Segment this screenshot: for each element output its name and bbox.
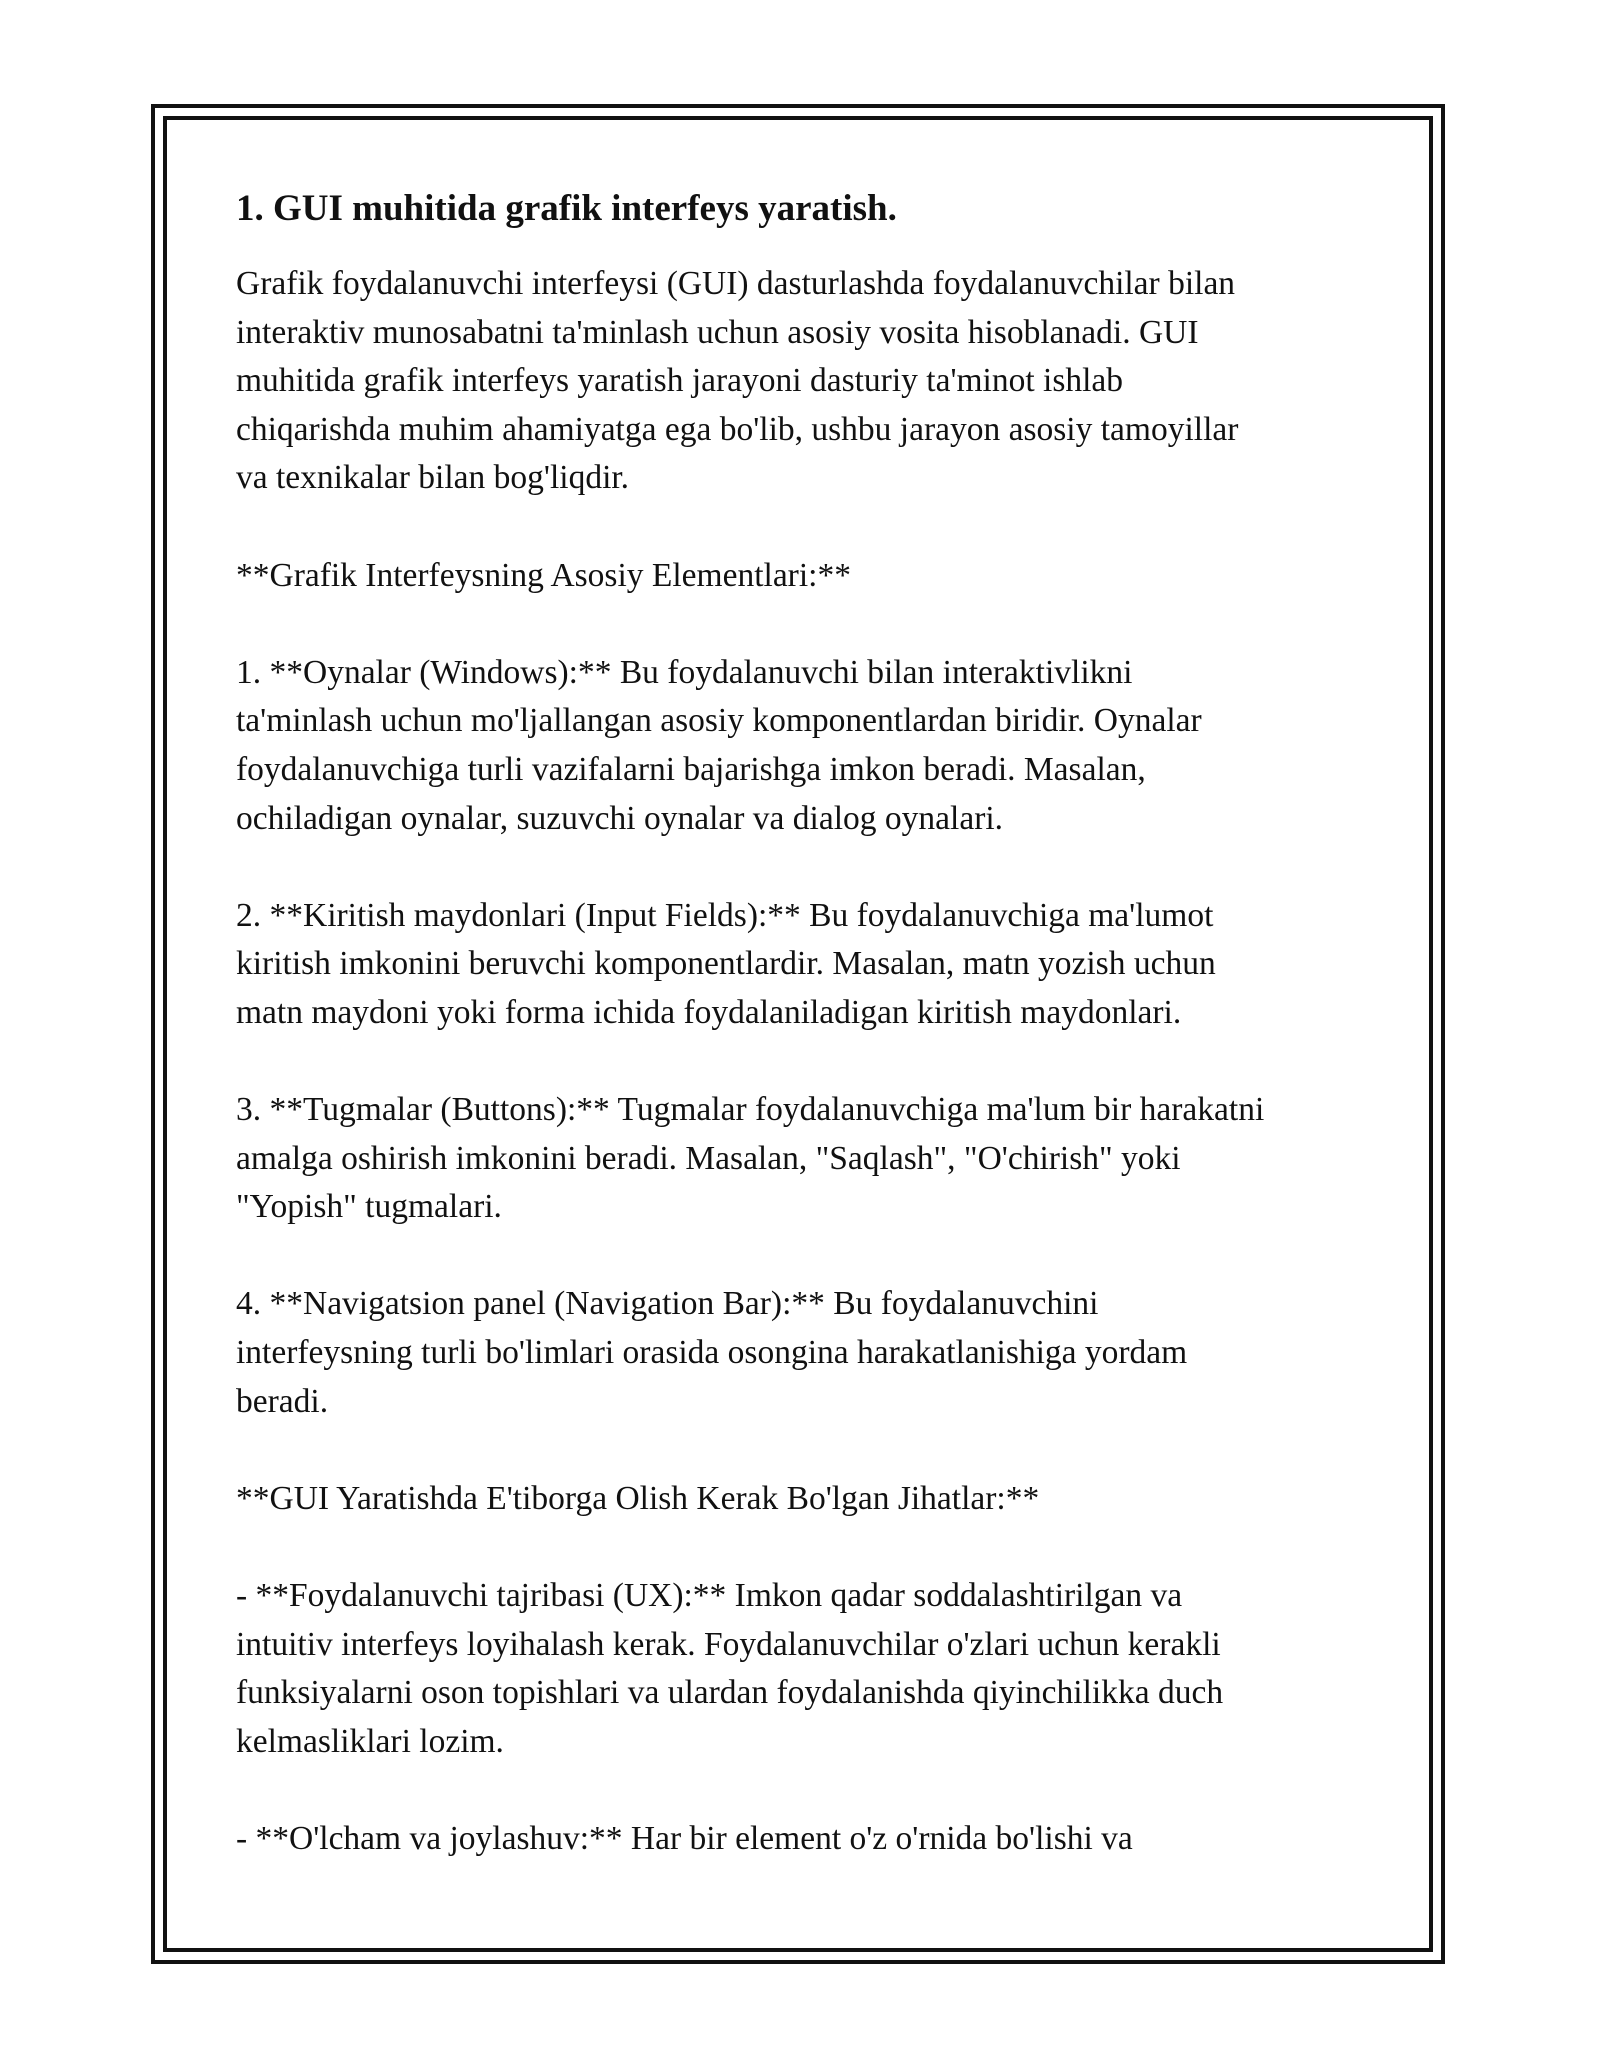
text-line: **Grafik Interfeysning Asosiy Elementlari:** xyxy=(236,556,851,594)
text-line: foydalanuvchiga turli vazifalarni bajarishga imkon beradi. Masalan, xyxy=(236,750,1146,788)
text-line: kelmasliklari lozim. xyxy=(236,1722,504,1760)
text-line: intuitiv interfeys loyihalash kerak. Foydalanuvchilar o'zlari uchun kerakli xyxy=(236,1625,1221,1663)
text-line: kiritish imkonini beruvchi komponentlardir. Masalan, matn yozish uchun xyxy=(236,945,1216,983)
paragraph-list xyxy=(236,260,1376,1864)
text-line: 2. **Kiritish maydonlari (Input Fields):** Bu foydalanuvchiga ma'lumot xyxy=(236,896,1214,934)
text-line: chiqarishda muhim ahamiyatga ega bo'lib, ushbu jarayon asosiy tamoyillar xyxy=(236,410,1239,448)
text-line: amalga oshirish imkonini beradi. Masalan, "Saqlash", "O'chirish" yoki xyxy=(236,1139,1181,1177)
text-line: 4. **Navigatsion panel (Navigation Bar):** Bu foydalanuvchini xyxy=(236,1285,1099,1323)
text-line: funksiyalarni oson topishlari va ulardan foydalanishda qiyinchilikka duch xyxy=(236,1674,1224,1712)
text-line: Grafik foydalanuvchi interfeysi (GUI) dasturlashda foydalanuvchilar bilan xyxy=(236,265,1236,302)
text-line: - **Foydalanuvchi tajribasi (UX):** Imkon qadar soddalashtirilgan va xyxy=(236,1577,1183,1615)
text-line: ta'minlash uchun mo'ljallangan asosiy komponentlardan biridir. Oynalar xyxy=(236,702,1202,740)
paragraph-spacer xyxy=(236,600,1376,649)
text-line: 3. **Tugmalar (Buttons):** Tugmalar foydalanuvchiga ma'lum bir harakatni xyxy=(236,1091,1265,1129)
paragraph-spacer xyxy=(236,1523,1376,1572)
document-body xyxy=(236,186,1376,1864)
paragraph xyxy=(236,649,1376,843)
paragraph-spacer xyxy=(236,1232,1376,1281)
paragraph-spacer xyxy=(236,503,1376,552)
text-line: beradi. xyxy=(236,1382,329,1420)
paragraph-spacer xyxy=(236,1426,1376,1475)
paragraph xyxy=(236,1815,1376,1864)
document-title: 1. GUI muhitida grafik interfeys yaratish. xyxy=(236,188,897,229)
text-line: matn maydoni yoki forma ichida foydalaniladigan kiritish maydonlari. xyxy=(236,993,1182,1031)
paragraph xyxy=(236,1280,1376,1426)
paragraph xyxy=(236,1572,1376,1766)
text-line: muhitida grafik interfeys yaratish jarayoni dasturiy ta'minot ishlab xyxy=(236,362,1124,400)
paragraph xyxy=(236,1086,1376,1232)
paragraph-spacer xyxy=(236,843,1376,892)
paragraph xyxy=(236,892,1376,1038)
text-line: interaktiv munosabatni ta'minlash uchun asosiy vosita hisoblanadi. GUI xyxy=(236,313,1199,351)
text-line: - **O'lcham va joylashuv:** Har bir element o'z o'rnida bo'lishi va xyxy=(236,1820,1133,1857)
paragraph xyxy=(236,552,1376,601)
text-line: interfeysning turli bo'limlari orasida osongina harakatlanishiga yordam xyxy=(236,1334,1188,1372)
text-line: "Yopish" tugmalari. xyxy=(236,1188,502,1226)
text-line: 1. **Oynalar (Windows):** Bu foydalanuvchi bilan interaktivlikni xyxy=(236,653,1133,691)
text-line: **GUI Yaratishda E'tiborga Olish Kerak Bo'lgan Jihatlar:** xyxy=(236,1479,1040,1517)
paragraph-spacer xyxy=(236,1038,1376,1087)
text-line: ochiladigan oynalar, suzuvchi oynalar va dialog oynalari. xyxy=(236,799,1004,837)
text-line: va texnikalar bilan bog'liqdir. xyxy=(236,459,630,497)
paragraph xyxy=(236,1475,1376,1524)
paragraph-spacer xyxy=(236,1766,1376,1815)
paragraph xyxy=(236,260,1376,503)
